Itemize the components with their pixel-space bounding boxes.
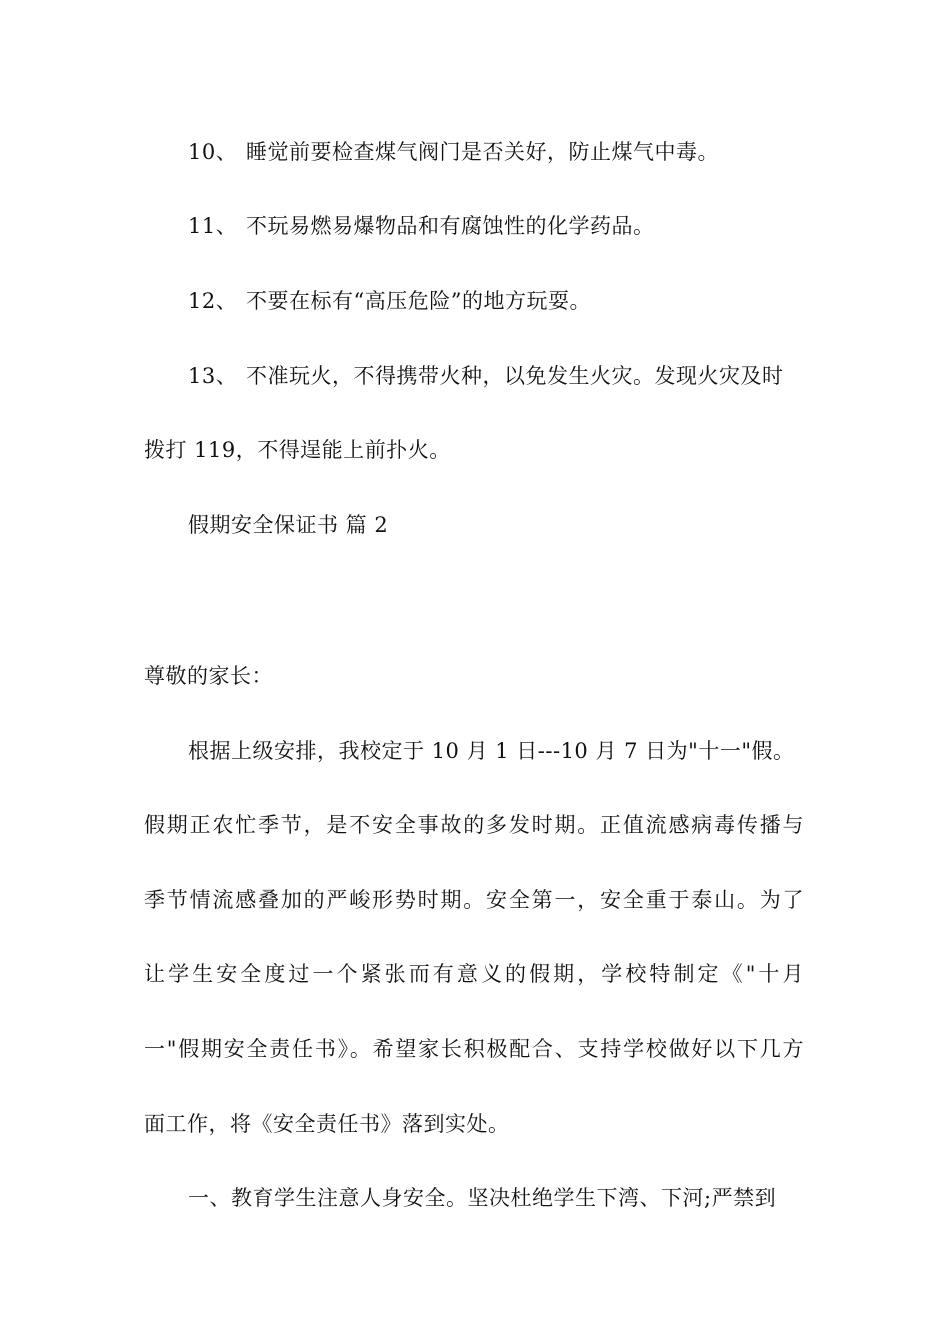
- paragraph-1-line-2: 假期正农忙季节，是不安全事故的多发时期。正值流感病毒传播与: [144, 813, 804, 837]
- list-item-12: [188, 286, 868, 316]
- salutation: 尊敬的家长：: [144, 664, 273, 688]
- paragraph-2-line-1: 一、教育学生注意人身安全。坚决杜绝学生下湾、下河;严禁到: [188, 1186, 777, 1210]
- paragraph-1-line-1: 根据上级安排，我校定于 10 月 1 日---10 月 7 日为"十一"假。: [188, 739, 795, 763]
- list-item-11: [188, 211, 868, 241]
- list-item-text: 不准玩火，不得携带火种，以免发生火灾。发现火灾及时: [246, 364, 784, 388]
- list-item-text: 睡觉前要检查煤气阀门是否关好，防止煤气中毒。: [246, 140, 719, 164]
- paragraph-1-line-4: 让学生安全度过一个紧张而有意义的假期，学校特制定《"十月: [144, 962, 804, 986]
- list-item-number: 13、: [188, 364, 238, 388]
- list-item-number: 12、: [188, 289, 238, 313]
- list-item-13: [188, 361, 868, 391]
- list-item-10: [188, 137, 868, 167]
- paragraph-1-line-6: 面工作，将《安全责任书》落到实处。: [144, 1112, 510, 1136]
- list-item-number: 10、: [188, 140, 238, 164]
- list-item-text: 不要在标有“高压危险”的地方玩耍。: [246, 289, 591, 313]
- list-item-number: 11、: [188, 214, 238, 238]
- list-item-13-continuation: 拨打 119，不得逞能上前扑火。: [144, 438, 451, 462]
- paragraph-1-line-5: 一"假期安全责任书》。希望家长积极配合、支持学校做好以下几方: [144, 1037, 804, 1061]
- section-heading: 假期安全保证书 篇 2: [188, 513, 389, 537]
- list-item-text: 不玩易燃易爆物品和有腐蚀性的化学药品。: [246, 214, 655, 238]
- paragraph-1-line-3: 季节情流感叠加的严峻形势时期。安全第一，安全重于泰山。为了: [144, 888, 804, 912]
